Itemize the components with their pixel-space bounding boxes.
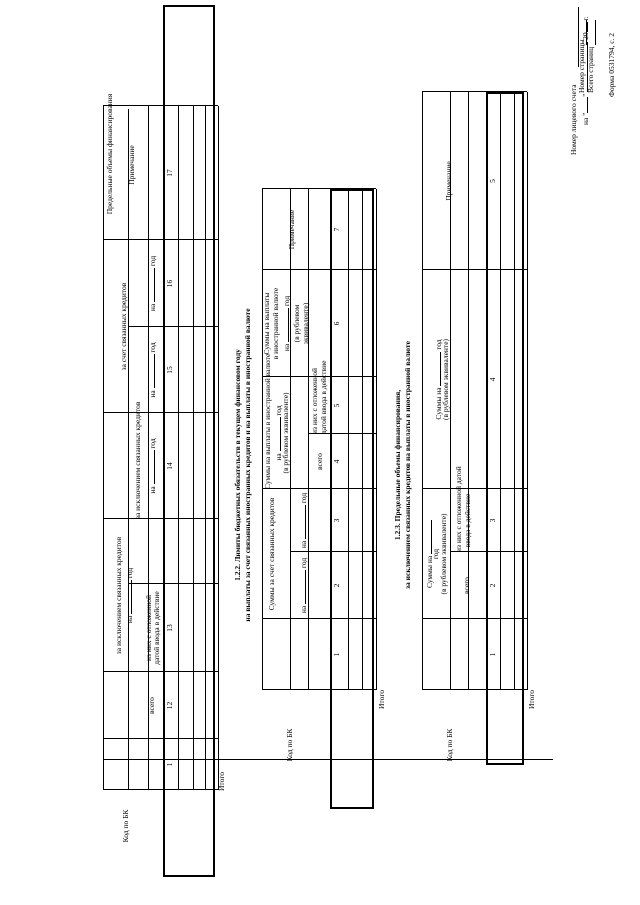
t3-num-3: 3 (488, 518, 497, 523)
section-3-title: 1.2.3. Предельные объемы финансирования, (393, 389, 402, 541)
t2-fx-right-a: Суммы на выплаты (262, 292, 271, 355)
t1-total-header: всего (147, 697, 156, 714)
t3-num-4: 4 (488, 377, 497, 382)
t1-group-header: Предельные объемы финансирования (105, 93, 114, 215)
account-label: Номер лицевого счета (569, 84, 578, 155)
t1-num-16: 16 (165, 279, 174, 288)
t1-excl2-header: за исключением связанных кредитов (133, 401, 142, 519)
t2-code-header: Код по БК (285, 728, 294, 762)
t1-num-1: 1 (165, 762, 174, 767)
t3-sum-header: Суммы на (424, 489, 434, 619)
section-2-subtitle: на выплаты за счет связанных иностранных кредитов и на выплаты в иностранной валюте (243, 308, 252, 622)
t3-fx-rub: (в рублевом эквиваленте) (441, 338, 450, 421)
t2-fx-right-rub-b: эквиваленте) (301, 302, 310, 345)
t1-code-header: Код по БК (121, 809, 130, 843)
t1-num-15: 15 (165, 366, 174, 374)
t3-num-2: 2 (488, 583, 497, 588)
t3-delayed-b: ввода в действие (463, 493, 472, 548)
t3-num-5: 5 (488, 179, 497, 183)
t3-delayed-a: из них с отложенной датой (454, 466, 463, 552)
pages-total-label: Всего страниц (586, 46, 595, 93)
t1-assoc-header: за счет связанных кредитов (119, 282, 128, 371)
t2-fx-right-year: на год (282, 295, 291, 352)
t3-sum-rub: (в рублевом эквиваленте) (439, 513, 448, 595)
t2-fx-right-b: в иностранной валюте (271, 287, 280, 360)
t3-total-header: всего (462, 577, 471, 594)
t3-sum-year: год (431, 548, 440, 560)
report-date: на "" 20 г. (581, 16, 590, 125)
t2-num-5: 5 (332, 403, 341, 408)
t1-excl-header: за исключением связанных кредитов (114, 536, 123, 655)
t1-excl2-year: на год (148, 438, 157, 494)
t1-num-13: 13 (165, 624, 174, 632)
t2-num-3: 3 (332, 518, 341, 523)
t2-num-7: 7 (332, 227, 341, 232)
t2-fx-year: на год (274, 405, 283, 461)
t2-fx-right-rub-a: (в рублевом (292, 304, 301, 343)
t2-assoc-header: Суммы за счет связанных кредитов (267, 497, 276, 611)
t1-num-12: 12 (165, 701, 174, 710)
t2-num-4: 4 (332, 459, 341, 464)
t2-delayed-a: из них с отложенной (310, 368, 319, 434)
t1-note-header: Примечание (127, 145, 136, 185)
t1-assoc-year-b: на год (148, 255, 157, 312)
t3-fx-header: Суммы на год (434, 339, 443, 420)
t3-num-1: 1 (488, 652, 497, 657)
t1-num-17: 17 (165, 169, 174, 177)
t2-fx-header: Суммы на выплаты в иностранной валюте (263, 353, 272, 489)
page-number-label: Номер страницы (577, 39, 586, 93)
t2-delayed-b: датой ввода в действие (319, 360, 328, 434)
t1-excl-year: на год (125, 567, 134, 624)
t1-delayed-header: из них с отложенной датой ввода в действие (144, 591, 161, 665)
t2-total-label: Итого (377, 690, 386, 709)
t1-total-label: Итого (217, 772, 226, 791)
form-number: Форма 0531794, с. 2 (607, 32, 616, 97)
t2-note-header: Примечание (287, 209, 296, 250)
t2-num-1: 1 (332, 652, 341, 657)
t3-code-header: Код по БК (445, 728, 454, 762)
t1-num-14: 14 (165, 462, 174, 470)
t2-assoc-year-b: на год (299, 492, 308, 549)
t2-total-header: всего (315, 453, 324, 470)
section-2-title: 1.2.2. Лимиты бюджетных обязательств в текущем финансовом году (233, 349, 242, 581)
page-number-line (586, 20, 587, 45)
t3-note-header: Примечание (444, 161, 453, 201)
t1-assoc-year-a: на год (148, 342, 157, 398)
t3-total-label: Итого (527, 690, 536, 709)
t2-fx-rub: (в рублевом эквиваленте) (281, 392, 290, 474)
t2-num-6: 6 (332, 321, 341, 326)
t2-assoc-year-a: на год (299, 557, 308, 614)
pages-total-line (595, 20, 596, 45)
t2-num-2: 2 (332, 583, 341, 588)
section-3-subtitle: за исключением связанных кредитов на выплаты в иностранной валюте (403, 341, 412, 589)
